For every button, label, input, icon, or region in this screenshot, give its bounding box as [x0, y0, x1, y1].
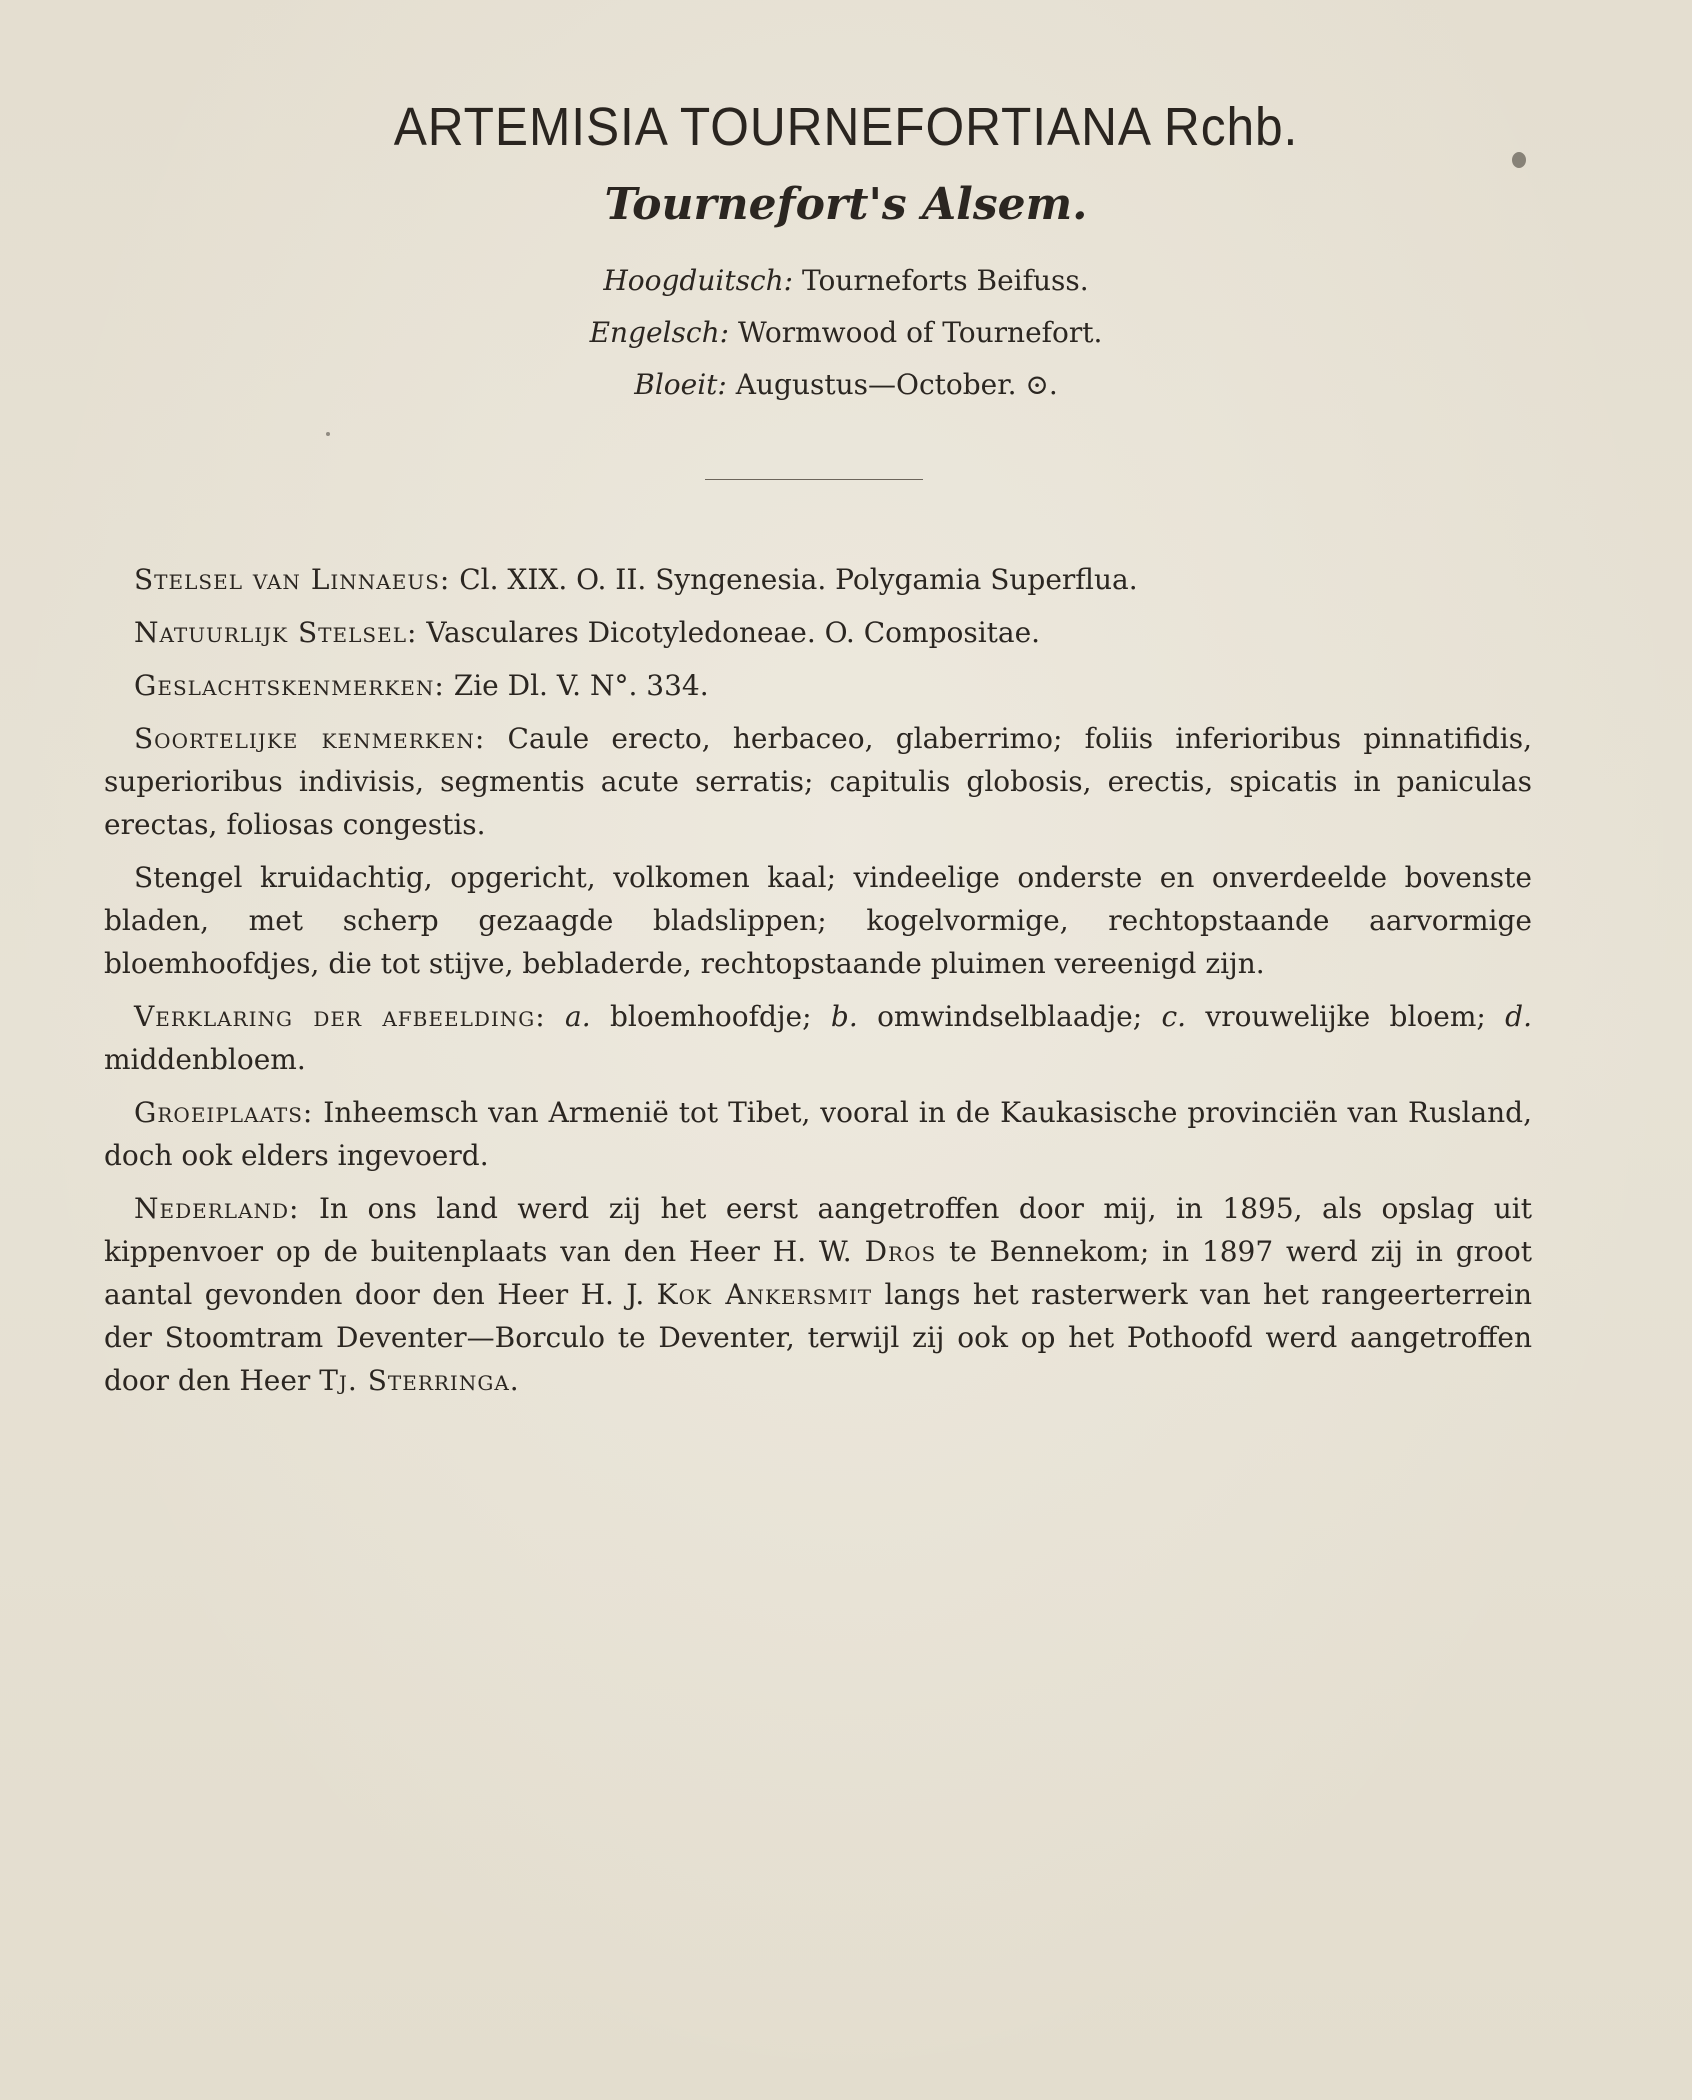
section-linnaeus-label: Stelsel van Linnaeus:	[134, 563, 451, 596]
section-habitat	[104, 1091, 1532, 1177]
section-habitat-text: Inheemsch van Armenië tot Tibet, vooral in de Kaukasische provinciën van Rusland, doch ook elders ingevoerd.	[104, 1096, 1532, 1172]
section-netherlands-text-2: te Bennekom; in 1897 werd zij in groot aantal gevonden door den Heer H. J.	[104, 1235, 1533, 1311]
flowering-label: Bloeit:	[634, 368, 727, 401]
legend-letter: b.	[830, 1000, 858, 1033]
legend-letter: d.	[1505, 1000, 1532, 1033]
section-netherlands-label: Nederland:	[134, 1192, 300, 1225]
person-name: Kok Ankersmit	[656, 1278, 873, 1311]
legend-text: middenbloem.	[104, 1043, 306, 1076]
name-german-label: Hoogduitsch:	[603, 264, 794, 297]
section-netherlands-text-1: In ons land werd zij het eerst aangetroffen door mij, in 1895, als opslag uit kippenvoer op de buitenplaats van den Heer H. W.	[104, 1192, 1532, 1268]
name-german-value: Tourneforts Beifuss.	[802, 264, 1089, 297]
flowering	[0, 359, 1692, 411]
name-english-label: Engelsch:	[589, 316, 730, 349]
vernacular-names	[0, 255, 1692, 411]
legend-text: omwindselblaadje;	[877, 1000, 1143, 1033]
section-species	[104, 717, 1532, 846]
divider	[705, 479, 923, 480]
section-figure-legend-label: Verklaring der afbeelding:	[134, 1000, 546, 1033]
section-genus-label: Geslachtskenmerken:	[134, 669, 445, 702]
name-german	[0, 255, 1692, 307]
section-natural-system-label: Natuurlijk Stelsel:	[134, 616, 418, 649]
section-natural-system	[104, 611, 1532, 654]
section-description-dutch	[104, 856, 1532, 985]
person-name: Tj. Sterringa.	[319, 1364, 520, 1397]
section-description-dutch-text: Stengel kruidachtig, opgericht, volkomen kaal; vindeelige onderste en onverdeelde bovenste bladen, met scherp gezaagde bladslippen; kogelvormige, rechtopstaande aarvormige bloemhoofdjes, die tot stijve, bebladerde, rechtopstaande pluimen vereenigd zijn.	[104, 861, 1532, 980]
legend-letter: a.	[565, 1000, 591, 1033]
description-body	[104, 558, 1532, 1412]
page-title: ARTEMISIA TOURNEFORTIANA Rchb.	[393, 97, 1299, 157]
section-genus-text: Zie Dl. V. N°. 334.	[453, 669, 709, 702]
legend-letter: c.	[1161, 1000, 1187, 1033]
ink-speck	[326, 432, 330, 436]
legend-text: bloemhoofdje;	[609, 1000, 812, 1033]
section-netherlands-text-3: langs het rasterwerk van het rangeerterrein der Stoomtram Deventer—Borculo te Deventer, terwijl zij ook op het Pothoofd werd aangetroffen door den Heer	[104, 1278, 1532, 1397]
section-species-text: Caule erecto, herbaceo, glaberrimo; foliis inferioribus pinnatifidis, superioribus indivisis, segmentis acute serratis; capitulis globosis, erectis, spicatis in paniculas erectas, foliosas congestis.	[104, 722, 1533, 841]
section-genus	[104, 664, 1532, 707]
section-natural-system-text: Vasculares Dicotyledoneae. O. Compositae.	[426, 616, 1041, 649]
section-habitat-label: Groeiplaats:	[134, 1096, 314, 1129]
flowering-value: Augustus—October. ⊙.	[735, 368, 1058, 401]
section-linnaeus-text: Cl. XIX. O. II. Syngenesia. Polygamia Superflua.	[459, 563, 1138, 596]
person-name: Dros	[864, 1235, 937, 1268]
section-netherlands	[104, 1187, 1532, 1402]
legend-text: vrouwelijke bloem;	[1205, 1000, 1486, 1033]
header	[0, 95, 1692, 411]
name-english-value: Wormwood of Tournefort.	[737, 316, 1103, 349]
section-linnaeus	[104, 558, 1532, 601]
section-figure-legend	[104, 995, 1532, 1081]
section-species-label: Soortelijke kenmerken:	[134, 722, 486, 755]
name-english	[0, 307, 1692, 359]
common-name: Tournefort's Alsem.	[604, 179, 1088, 230]
